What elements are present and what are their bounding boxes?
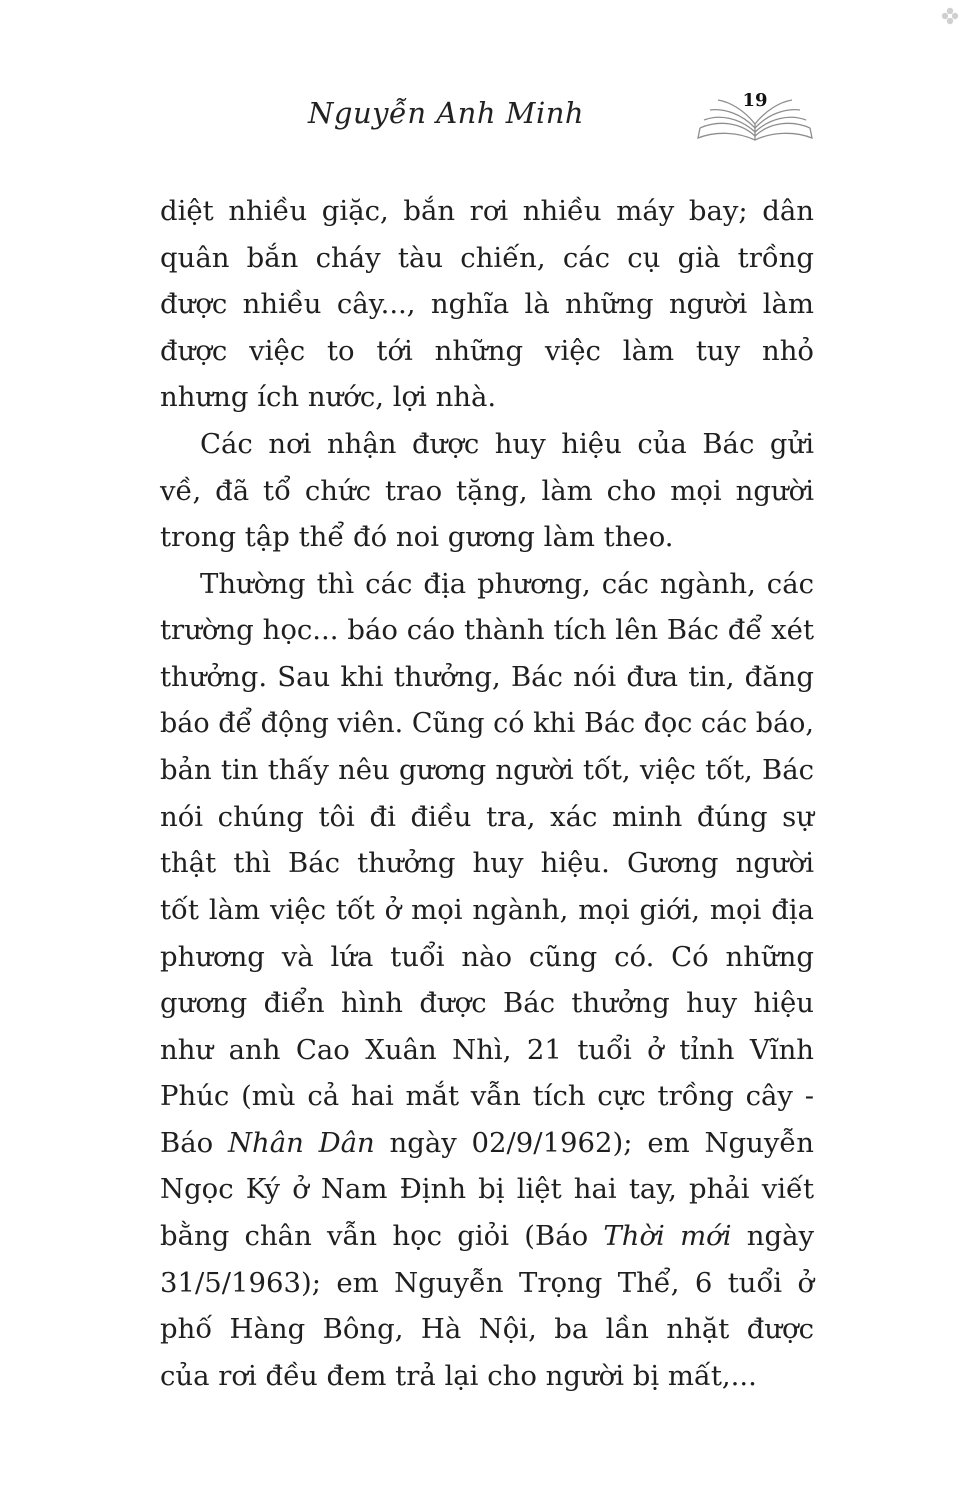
text-line <box>160 1213 814 1260</box>
text-line: thưởng. Sau khi thưởng, Bác nói đưa tin, đăng <box>160 660 814 693</box>
text-line: về, đã tổ chức trao tặng, làm cho mọi người <box>160 474 814 507</box>
text-segment: bằng chân vẫn học giỏi (Báo <box>160 1220 604 1253</box>
text-line: bản tin thấy nêu gương người tốt, việc tốt, Bác <box>160 754 814 787</box>
paragraph-3 <box>160 561 814 1400</box>
newspaper-title: Thời mới <box>603 1220 732 1253</box>
text-line: diệt nhiều giặc, bắn rơi nhiều máy bay; dân <box>160 195 814 227</box>
author-name: Nguyễn Anh Minh <box>308 96 585 130</box>
text-line: được việc to tới những việc làm tuy nhỏ <box>160 334 814 367</box>
text-line <box>160 1120 814 1167</box>
text-line: được nhiều cây..., nghĩa là những người làm <box>160 288 814 321</box>
text-line: báo để động viên. Cũng có khi Bác đọc các báo, <box>160 707 814 739</box>
page-number: 19 <box>742 90 768 111</box>
text-line: như anh Cao Xuân Nhì, 21 tuổi ở tỉnh Vĩnh <box>160 1033 814 1066</box>
text-line: thật thì Bác thưởng huy hiệu. Gương người <box>160 847 814 880</box>
body-text <box>160 188 814 1399</box>
text-line: trường học... báo cáo thành tích lên Bác để xét <box>160 614 814 647</box>
newspaper-title: Nhân Dân <box>227 1126 375 1159</box>
text-line: phố Hàng Bông, Hà Nội, ba lần nhặt được <box>160 1313 814 1346</box>
text-line: Ngọc Ký ở Nam Định bị liệt hai tay, phải viết <box>160 1173 814 1206</box>
text-line: trong tập thể đó noi gương làm theo. <box>160 521 674 554</box>
text-line: tốt làm việc tốt ở mọi ngành, mọi giới, mọi địa <box>160 893 814 926</box>
running-header <box>0 78 968 158</box>
text-line: nói chúng tôi đi điều tra, xác minh đúng sự <box>160 800 814 833</box>
text-line: quân bắn cháy tàu chiến, các cụ già trồng <box>160 241 814 274</box>
text-segment: ngày <box>731 1220 815 1253</box>
text-line: Phúc (mù cả hai mắt vẫn tích cực trồng cây - <box>160 1080 814 1113</box>
paragraph-2 <box>160 421 814 561</box>
text-line: 31/5/1963); em Nguyễn Trọng Thể, 6 tuổi ở <box>160 1266 814 1299</box>
text-line: gương điển hình được Bác thưởng huy hiệu <box>160 987 814 1020</box>
paragraph-1 <box>160 188 814 421</box>
text-line: phương và lứa tuổi nào cũng có. Có những <box>160 940 814 973</box>
text-line: Các nơi nhận được huy hiệu của Bác gửi <box>200 427 814 460</box>
text-line: của rơi đều đem trả lại cho người bị mất,... <box>160 1359 757 1392</box>
text-segment: Báo <box>160 1126 228 1159</box>
text-line: Thường thì các địa phương, các ngành, các <box>200 567 814 600</box>
flower-mark-icon <box>940 6 960 26</box>
text-line: nhưng ích nước, lợi nhà. <box>160 381 497 414</box>
text-segment: ngày 02/9/1962); em Nguyễn <box>374 1126 814 1159</box>
